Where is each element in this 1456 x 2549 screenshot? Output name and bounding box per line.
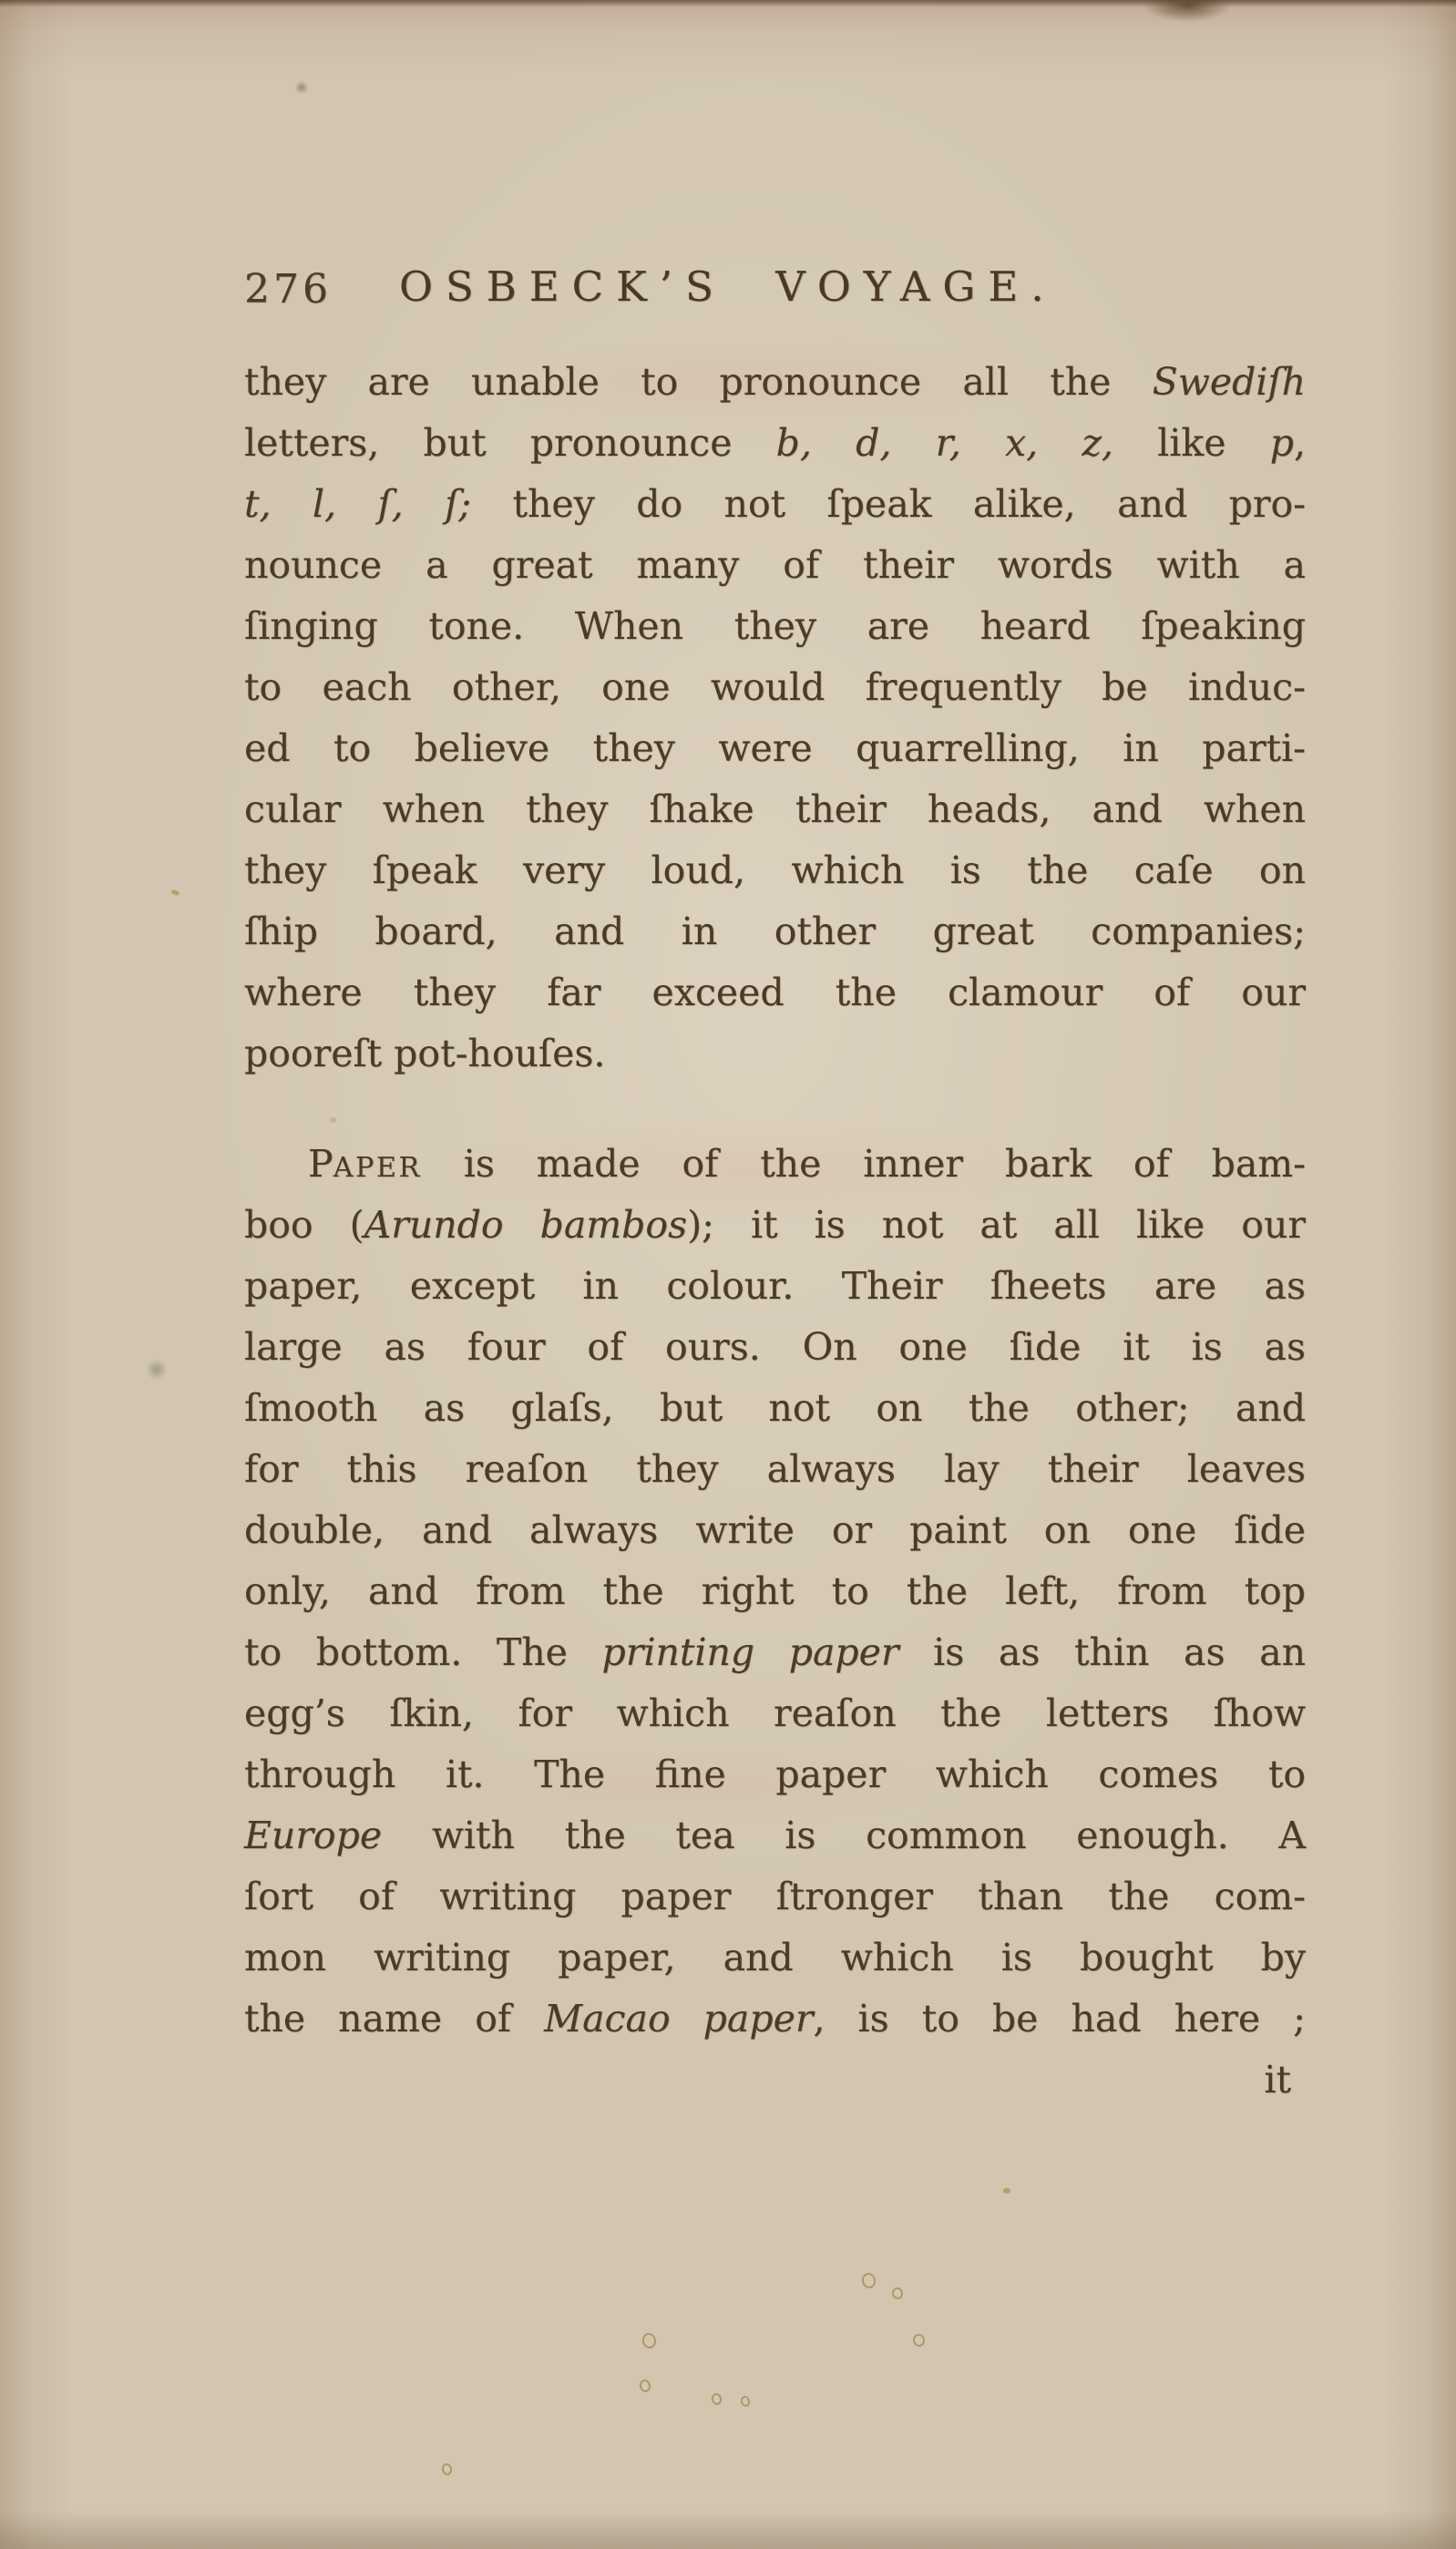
text-line: letters, but pronounce b, d, r, x, z, like p, bbox=[244, 421, 1307, 465]
text-line: nounce a great many of their words with a bbox=[244, 543, 1306, 587]
paper-speck bbox=[638, 2379, 651, 2394]
text-line: pooreſt pot-houſes. bbox=[244, 1032, 606, 1075]
text-line: only, and from the right to the left, from top bbox=[244, 1569, 1306, 1613]
text-line: paper, except in colour. Their ſheets are as bbox=[244, 1264, 1306, 1308]
text-line: where they far exceed the clamour of our bbox=[244, 971, 1306, 1014]
paper-speck bbox=[441, 2462, 454, 2476]
text-line: ſmooth as glaſs, but not on the other; and bbox=[244, 1386, 1306, 1430]
text-line: egg’s ſkin, for which reaſon the letters ſhow bbox=[244, 1691, 1306, 1735]
text-line: PAPER is made of the inner bark of bam- bbox=[308, 1142, 1306, 1186]
text-line: ſort of writing paper ſtronger than the com- bbox=[244, 1875, 1306, 1918]
paper-speck bbox=[891, 2287, 905, 2301]
text-line: ſinging tone. When they are heard ſpeaking bbox=[244, 604, 1306, 648]
running-title: OSBECK’S VOYAGE. bbox=[399, 262, 1057, 311]
text-line: they ſpeak very loud, which is the caſe on bbox=[244, 848, 1306, 892]
text-line: ed to believe they were quarrelling, in parti- bbox=[244, 726, 1306, 770]
text-line: large as four of ours. On one ſide it is as bbox=[244, 1325, 1306, 1369]
text-line: the name of Macao paper, is to be had here ; bbox=[244, 1997, 1306, 2040]
page-header bbox=[244, 262, 1306, 313]
text-line: mon writing paper, and which is bought by bbox=[244, 1936, 1306, 1979]
paper-fleck bbox=[1003, 2188, 1010, 2194]
text-line: cular when they ſhake their heads, and when bbox=[244, 787, 1306, 831]
text-line: for this reaſon they always lay their leaves bbox=[244, 1447, 1306, 1491]
paragraph-2 bbox=[244, 1134, 1306, 2050]
text-line: Europe with the tea is common enough. A bbox=[244, 1814, 1306, 1857]
text-line: through it. The fine paper which comes to bbox=[244, 1752, 1306, 1796]
paragraph-gap bbox=[244, 1084, 1306, 1134]
catchword-row bbox=[244, 2050, 1306, 2111]
text-line: t, l, ſ, ſ; they do not ſpeak alike, and pro- bbox=[244, 482, 1306, 526]
paper-fleck bbox=[170, 889, 179, 897]
paper-speck bbox=[740, 2395, 752, 2408]
text-line: ſhip board, and in other great companies; bbox=[244, 910, 1306, 953]
paper-speck bbox=[911, 2333, 926, 2349]
paper-fleck bbox=[330, 1117, 336, 1123]
paper-speck bbox=[711, 2392, 723, 2406]
text-line: they are unable to pronounce all the Swediſh bbox=[244, 360, 1306, 404]
page-number: 276 bbox=[244, 266, 332, 313]
paper-speck bbox=[860, 2271, 877, 2289]
text-line: to each other, one would frequently be induc- bbox=[244, 665, 1306, 709]
text-line: double, and always write or paint on one ſide bbox=[244, 1508, 1306, 1552]
paper-speck bbox=[641, 2331, 658, 2349]
text-block bbox=[244, 352, 1306, 2111]
paragraph-1 bbox=[244, 352, 1306, 1084]
text-line: to bottom. The printing paper is as thin as an bbox=[244, 1630, 1306, 1674]
catchword: it bbox=[1264, 2058, 1291, 2102]
text-line: boo (Arundo bambos); it is not at all like our bbox=[244, 1203, 1306, 1247]
